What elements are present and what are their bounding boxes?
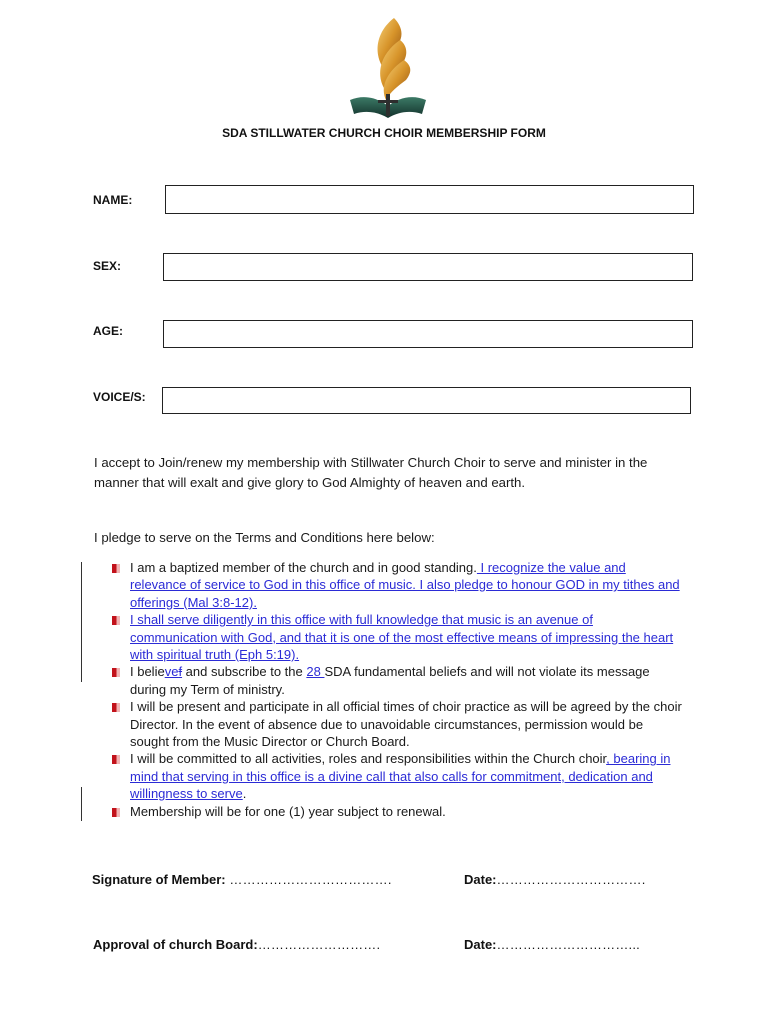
intro-paragraph: I accept to Join/renew my membership with Stillwater Church Choir to serve and minister in the manner that will exalt and give glory to God Almighty of heaven and earth. <box>94 455 648 490</box>
bullet-icon <box>112 755 120 764</box>
term-text: SDA fundamental beliefs and will not violate its message during my Term of ministry. <box>130 664 650 697</box>
voice-field[interactable] <box>162 387 691 414</box>
sex-label: SEX: <box>93 259 122 273</box>
term-text: I will be present and participate in all official times of choir practice as will be agreed by the choir Director. In the event of absence due to unavoidable circumstances, permission would be sought from the Music Director or Church Board. <box>130 699 682 750</box>
terms-list <box>112 559 682 820</box>
term-text: . <box>242 786 247 802</box>
sex-field[interactable] <box>163 253 693 281</box>
term-text: I am a baptized member of the church and in good standing. <box>130 560 477 575</box>
list-item <box>112 750 682 802</box>
date-line-2 <box>464 937 640 952</box>
date-line-1 <box>464 872 646 887</box>
age-field[interactable] <box>163 320 693 348</box>
revision-text: , bearing in mind that serving in this office is a divine call that also calls for commitment, dedication and willingness to serve <box>130 751 671 802</box>
bullet-icon <box>112 808 120 817</box>
revision-text: I shall serve diligently in this office with full knowledge that music is an avenue of communication with God, and that it is one of the most effective means of impressing the heart with spiritual truth (Eph 5:19). <box>130 612 674 663</box>
list-item <box>112 698 682 750</box>
pledge-paragraph: I pledge to serve on the Terms and Conditions here below: <box>94 530 435 545</box>
change-bar <box>81 562 82 682</box>
date-label: Date: <box>464 872 497 887</box>
member-signature-line <box>92 872 392 887</box>
term-text: I will be committed to all activities, roles and responsibilities within the Church choir <box>130 751 607 767</box>
list-item <box>112 803 682 820</box>
board-approval-field[interactable]: ………………………. <box>257 937 381 952</box>
term-text: and subscribe to the <box>182 664 307 680</box>
board-approval-line <box>93 937 380 952</box>
revision-delete: f <box>178 664 183 680</box>
voice-label: VOICE/S: <box>93 390 146 404</box>
member-signature-label: Signature of Member: <box>92 872 226 887</box>
name-label: NAME: <box>93 193 133 207</box>
page-title: SDA STILLWATER CHURCH CHOIR MEMBERSHIP FORM <box>222 126 546 140</box>
term-text: I belie <box>130 664 165 680</box>
term-text: Membership will be for one (1) year subject to renewal. <box>130 803 446 819</box>
bullet-icon <box>112 564 120 573</box>
revision-insert: 28 <box>306 664 325 680</box>
sda-logo-icon <box>346 14 430 122</box>
date-field[interactable]: ……………………………. <box>496 872 646 887</box>
date-label: Date: <box>464 937 497 952</box>
member-signature-field[interactable]: ………………………………. <box>225 872 392 887</box>
revision-text: I recognize the value and relevance of service to God in this office of music. I also pledge to honour GOD in my tithes and offerings (Mal 3:8-12). <box>130 560 680 610</box>
date-field[interactable]: …………………………... <box>496 937 640 952</box>
change-bar <box>81 787 82 821</box>
board-approval-label: Approval of church Board: <box>93 937 258 952</box>
bullet-icon <box>112 616 120 625</box>
list-item <box>112 663 682 698</box>
list-item <box>112 611 682 663</box>
bullet-icon <box>112 668 120 677</box>
list-item <box>112 559 682 611</box>
bullet-icon <box>112 703 120 712</box>
age-label: AGE: <box>93 324 123 338</box>
revision-insert: ve <box>164 664 179 680</box>
name-field[interactable] <box>165 185 694 214</box>
